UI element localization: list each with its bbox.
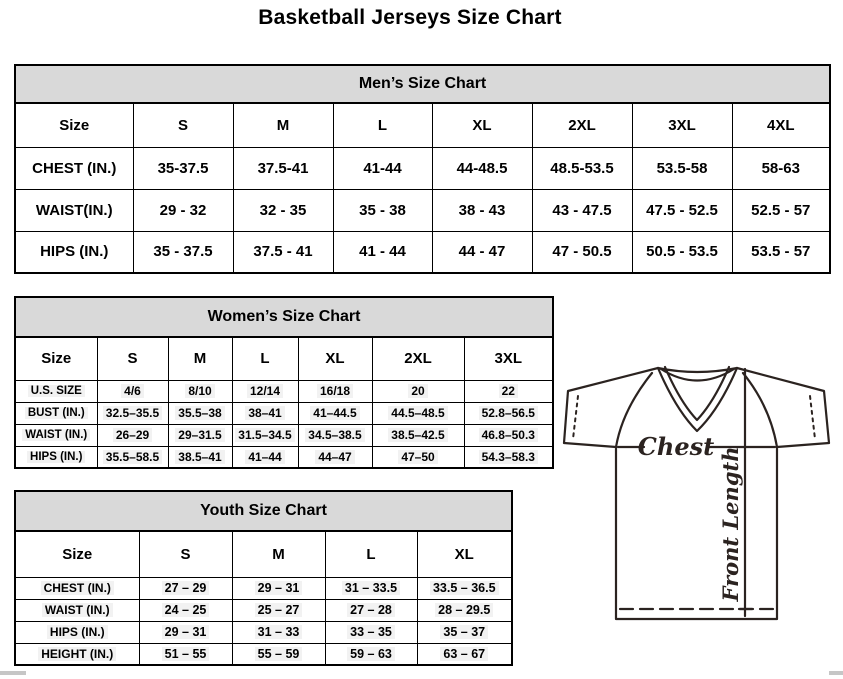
size-cell: 4/6 [97, 380, 168, 402]
size-cell: 22 [464, 380, 553, 402]
size-cell: 35 – 37 [417, 621, 512, 643]
row-label: HIPS (IN.) [15, 621, 139, 643]
size-cell: 43 - 47.5 [532, 189, 632, 231]
table-row [15, 231, 830, 273]
womens-size-table [14, 296, 554, 469]
table-title: Women’s Size Chart [15, 297, 553, 337]
size-cell: 47.5 - 52.5 [632, 189, 732, 231]
size-cell: 37.5 - 41 [233, 231, 333, 273]
table-row [15, 599, 512, 621]
column-header: XL [417, 531, 512, 577]
page-title: Basketball Jerseys Size Chart [258, 6, 562, 29]
size-cell: 35-37.5 [133, 147, 233, 189]
row-label: HIPS (IN.) [15, 231, 133, 273]
table-title: Men’s Size Chart [15, 65, 830, 103]
size-cell: 25 – 27 [232, 599, 325, 621]
size-cell: 47 - 50.5 [532, 231, 632, 273]
row-label: HIPS (IN.) [15, 446, 97, 468]
column-header: M [232, 531, 325, 577]
jersey-measurement-diagram [556, 354, 832, 628]
size-cell: 50.5 - 53.5 [632, 231, 732, 273]
size-cell: 35 - 37.5 [133, 231, 233, 273]
column-header-row [15, 103, 830, 147]
collar-top-edge [658, 368, 737, 372]
size-cell: 47–50 [372, 446, 464, 468]
column-header: 4XL [732, 103, 830, 147]
column-header: XL [432, 103, 532, 147]
size-cell: 35.5–38 [168, 402, 232, 424]
size-cell: 38–41 [232, 402, 298, 424]
column-header: 3XL [632, 103, 732, 147]
column-header-row [15, 337, 553, 380]
youth-size-table [14, 490, 513, 666]
table-row [15, 424, 553, 446]
size-cell: 51 – 55 [139, 643, 232, 665]
size-cell: 53.5 - 57 [732, 231, 830, 273]
size-cell: 63 – 67 [417, 643, 512, 665]
column-header: 3XL [464, 337, 553, 380]
row-label: WAIST (IN.) [15, 599, 139, 621]
size-cell: 16/18 [298, 380, 372, 402]
size-cell: 46.8–50.3 [464, 424, 553, 446]
size-cell: 41–44 [232, 446, 298, 468]
table-row [15, 402, 553, 424]
size-cell: 34.5–38.5 [298, 424, 372, 446]
size-cell: 12/14 [232, 380, 298, 402]
column-header: 2XL [372, 337, 464, 380]
size-cell: 32 - 35 [233, 189, 333, 231]
size-cell: 44.5–48.5 [372, 402, 464, 424]
row-label: CHEST (IN.) [15, 147, 133, 189]
size-cell: 37.5-41 [233, 147, 333, 189]
size-cell: 29 - 32 [133, 189, 233, 231]
jersey-outline [564, 368, 829, 619]
size-cell: 26–29 [97, 424, 168, 446]
column-header: S [139, 531, 232, 577]
right-sleeve-hem-dashes [810, 396, 815, 439]
right-armhole-seam [743, 373, 777, 447]
size-cell: 8/10 [168, 380, 232, 402]
size-cell: 31.5–34.5 [232, 424, 298, 446]
chest-label: Chest [637, 432, 715, 461]
column-header: XL [298, 337, 372, 380]
column-header: 2XL [532, 103, 632, 147]
size-cell: 35 - 38 [333, 189, 432, 231]
column-header: L [333, 103, 432, 147]
size-cell: 48.5-53.5 [532, 147, 632, 189]
size-cell: 38 - 43 [432, 189, 532, 231]
table-row [15, 621, 512, 643]
size-cell: 33 – 35 [325, 621, 417, 643]
size-cell: 27 – 29 [139, 577, 232, 599]
size-cell: 41 - 44 [333, 231, 432, 273]
front-length-label: Front Length [718, 446, 743, 602]
row-label: WAIST (IN.) [15, 424, 97, 446]
row-label: CHEST (IN.) [15, 577, 139, 599]
row-label: WAIST(IN.) [15, 189, 133, 231]
bottom-left-edge-artifact [0, 671, 26, 675]
size-cell: 44 - 47 [432, 231, 532, 273]
table-row [15, 643, 512, 665]
table-row [15, 147, 830, 189]
size-cell: 41-44 [333, 147, 432, 189]
size-cell: 52.5 - 57 [732, 189, 830, 231]
size-cell: 44–47 [298, 446, 372, 468]
mens-size-table [14, 64, 831, 274]
size-cell: 44-48.5 [432, 147, 532, 189]
left-sleeve-hem-dashes [573, 396, 578, 439]
size-cell: 33.5 – 36.5 [417, 577, 512, 599]
size-cell: 20 [372, 380, 464, 402]
column-header: L [325, 531, 417, 577]
table-row [15, 446, 553, 468]
size-cell: 38.5–42.5 [372, 424, 464, 446]
table-row [15, 577, 512, 599]
size-cell: 55 – 59 [232, 643, 325, 665]
row-label: U.S. SIZE [15, 380, 97, 402]
size-cell: 31 – 33 [232, 621, 325, 643]
bottom-right-edge-artifact [829, 671, 843, 675]
size-cell: 29 – 31 [139, 621, 232, 643]
column-header-row [15, 531, 512, 577]
size-cell: 35.5–58.5 [97, 446, 168, 468]
size-cell: 58-63 [732, 147, 830, 189]
size-cell: 52.8–56.5 [464, 402, 553, 424]
size-cell: 31 – 33.5 [325, 577, 417, 599]
column-header: S [133, 103, 233, 147]
size-cell: 27 – 28 [325, 599, 417, 621]
column-header: Size [15, 531, 139, 577]
size-cell: 41–44.5 [298, 402, 372, 424]
table-row [15, 189, 830, 231]
table-title: Youth Size Chart [15, 491, 512, 531]
column-header: M [168, 337, 232, 380]
size-cell: 54.3–58.3 [464, 446, 553, 468]
table-row [15, 380, 553, 402]
column-header: L [232, 337, 298, 380]
size-cell: 29–31.5 [168, 424, 232, 446]
size-cell: 24 – 25 [139, 599, 232, 621]
size-cell: 28 – 29.5 [417, 599, 512, 621]
column-header: M [233, 103, 333, 147]
size-cell: 38.5–41 [168, 446, 232, 468]
row-label: HEIGHT (IN.) [15, 643, 139, 665]
size-cell: 59 – 63 [325, 643, 417, 665]
size-cell: 53.5-58 [632, 147, 732, 189]
size-cell: 32.5–35.5 [97, 402, 168, 424]
row-label: BUST (IN.) [15, 402, 97, 424]
column-header: S [97, 337, 168, 380]
column-header: Size [15, 103, 133, 147]
column-header: Size [15, 337, 97, 380]
size-cell: 29 – 31 [232, 577, 325, 599]
